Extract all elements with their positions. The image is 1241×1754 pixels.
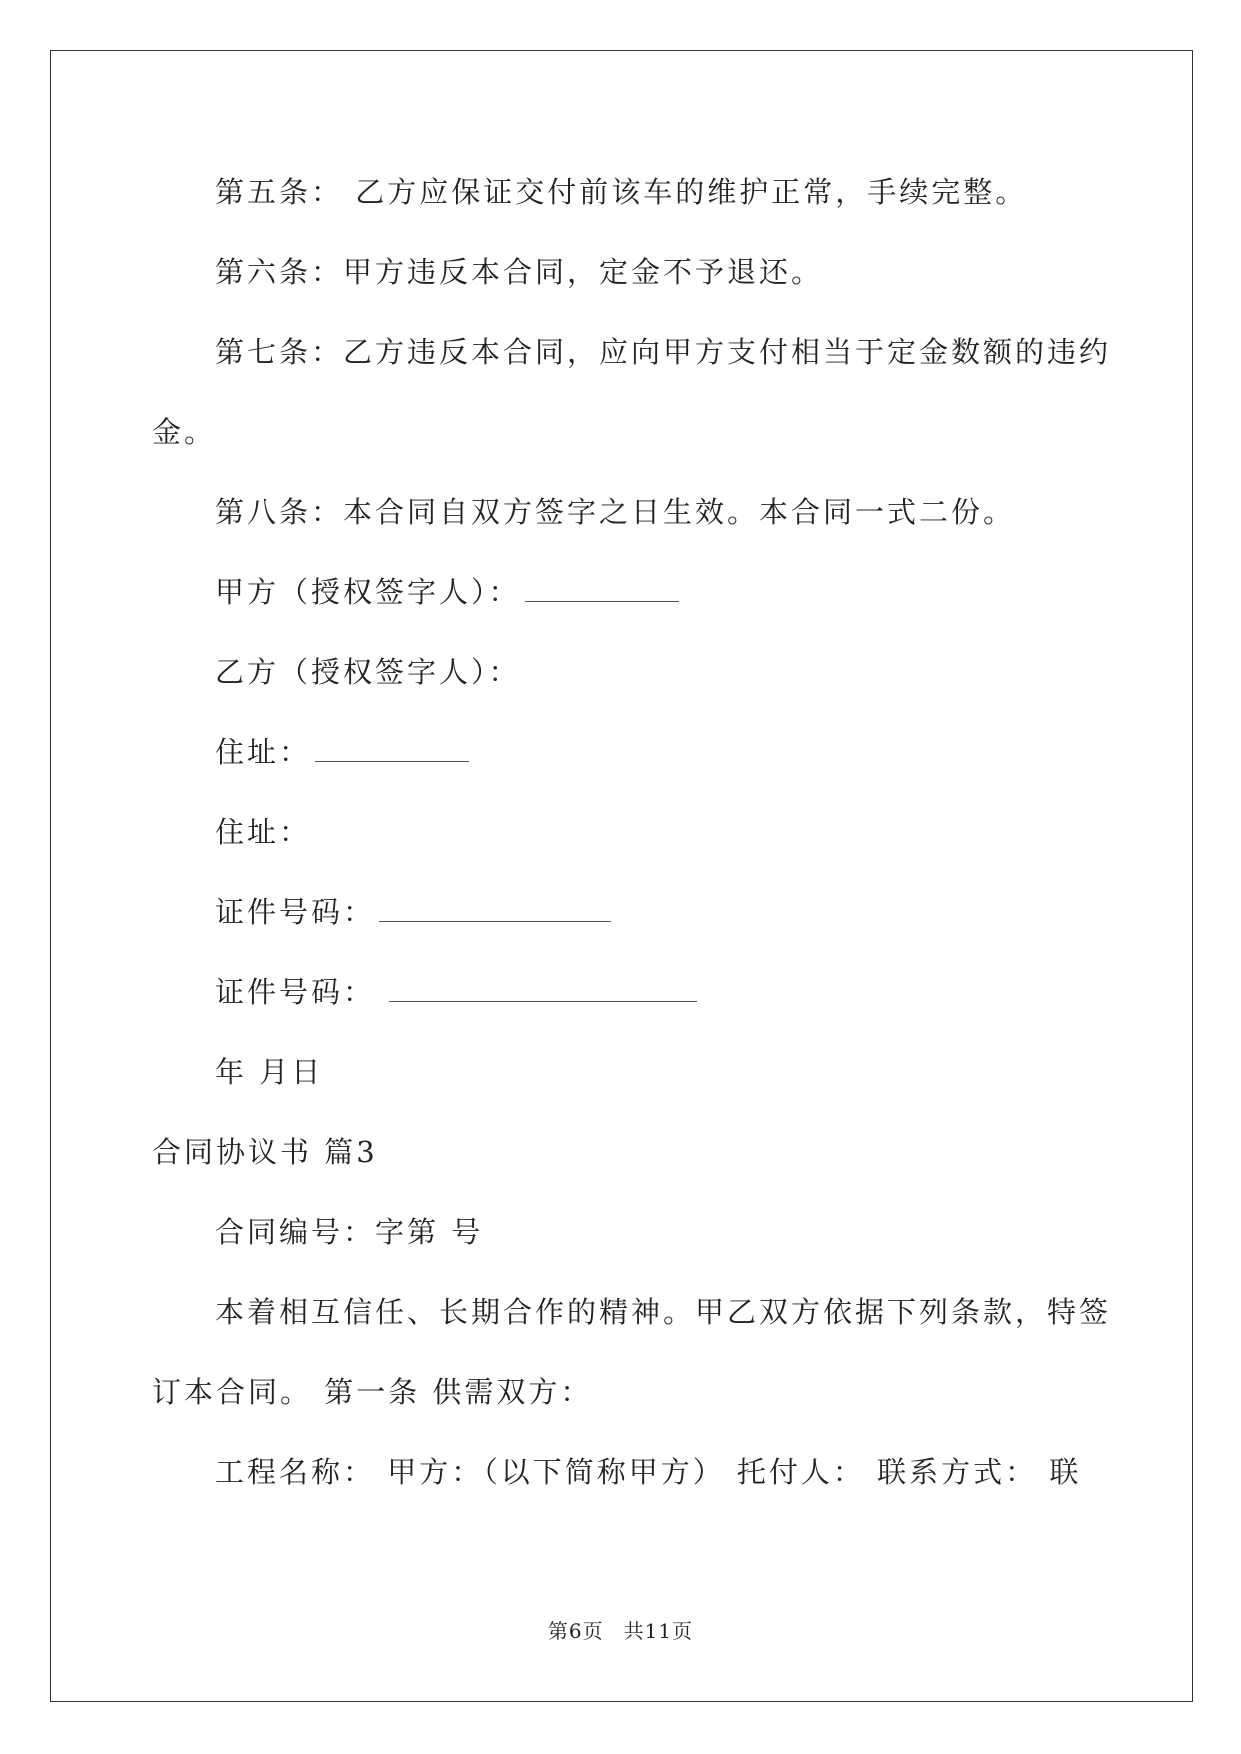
preamble-line-2: 订本合同。 第一条 供需双方： <box>152 1375 593 1409</box>
party-a-signature-blank <box>525 577 679 602</box>
page-footer <box>0 1615 1241 1644</box>
contract-number: 合同编号：字第 号 <box>215 1215 484 1249</box>
address-label-1: 住址： <box>215 735 312 769</box>
id-number-blank-2 <box>389 977 697 1002</box>
address-line-2: 住址： <box>215 815 312 849</box>
current-page: 第6页 <box>547 1619 604 1643</box>
date-line: 年 月日 <box>215 1055 324 1089</box>
id-number-blank-1 <box>379 897 611 922</box>
project-info-line: 工程名称： 甲方：（以下简称甲方） 托付人： 联系方式： 联 <box>215 1455 1082 1489</box>
address-blank-1 <box>315 737 469 762</box>
clause-7-line-1: 第七条：乙方违反本合同，应向甲方支付相当于定金数额的违约 <box>215 335 1112 369</box>
id-number-line-2 <box>215 972 697 1012</box>
id-number-label-1: 证件号码： <box>215 895 376 929</box>
party-a-signature-line <box>215 572 679 612</box>
total-pages: 共11页 <box>623 1619 694 1643</box>
party-b-signature-line: 乙方（授权签字人）： <box>215 655 521 689</box>
clause-5: 第五条： 乙方应保证交付前该车的维护正常，手续完整。 <box>215 175 1028 209</box>
section-heading: 合同协议书 篇3 <box>152 1135 378 1169</box>
clause-7-line-2: 金。 <box>152 415 217 449</box>
id-number-label-2: 证件号码： <box>215 975 376 1009</box>
id-number-line-1 <box>215 892 611 932</box>
preamble-line-1: 本着相互信任、长期合作的精神。甲乙双方依据下列条款，特签 <box>215 1295 1112 1329</box>
clause-6: 第六条：甲方违反本合同，定金不予退还。 <box>215 255 824 289</box>
clause-8: 第八条：本合同自双方签字之日生效。本合同一式二份。 <box>215 495 1016 529</box>
party-a-signature-label: 甲方（授权签字人）： <box>215 575 521 609</box>
address-line-1 <box>215 732 469 772</box>
